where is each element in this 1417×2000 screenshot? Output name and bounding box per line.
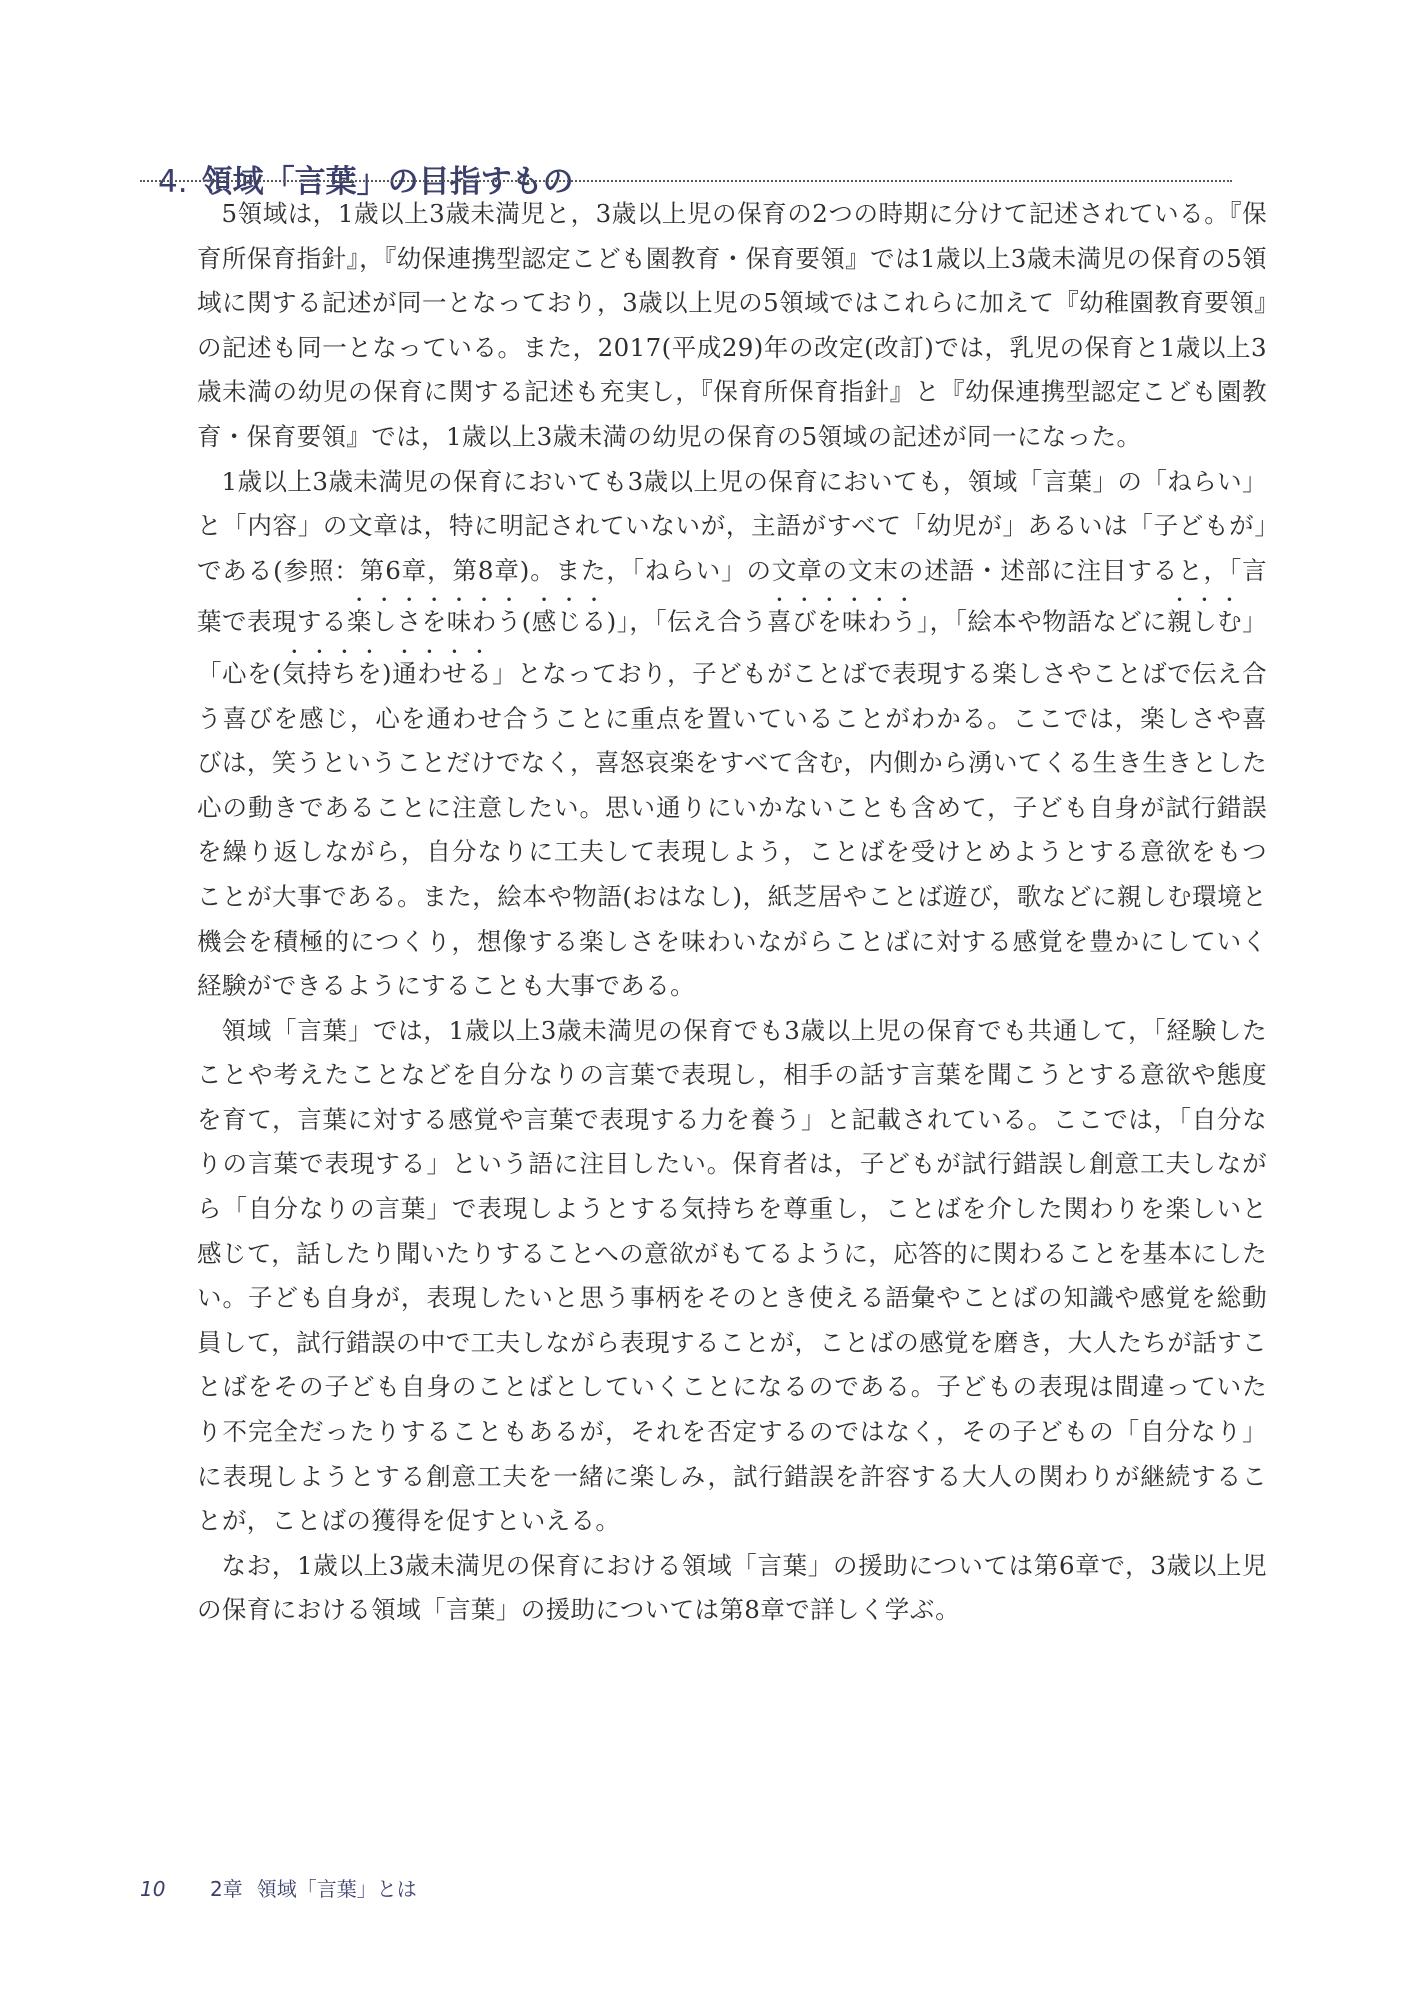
page-number: 10: [140, 1877, 166, 1901]
emphasized-phrase: (気持ちを)通わせる: [272, 658, 493, 688]
paragraph-text: なお，1歳以上3歳未満児の保育における領域「言葉」の援助については第6章で，3歳以上児の保育における領域「言葉」の援助については第8章で詳しく学ぶ。: [197, 1550, 1267, 1625]
paragraph-1: [197, 192, 1267, 460]
body-text: [197, 192, 1267, 1633]
paragraph-2: [197, 460, 1267, 1009]
chapter-number: 2章: [210, 1877, 243, 1901]
paragraph-text: 」，「伝え合う: [616, 607, 768, 637]
section-number: 4.: [158, 163, 188, 200]
paragraph-text: 」「心を: [197, 607, 1267, 688]
paragraph-3: [197, 1009, 1267, 1544]
emphasized-phrase: 喜びを味わう: [767, 607, 917, 637]
section-title: 領域「言葉」の目指すもの: [201, 163, 574, 200]
paragraph-text: 5領域は，1歳以上3歳未満児と，3歳以上児の保育の2つの時期に分けて記述されている。『保育所保育指針』，『幼保連携型認定こども園教育・保育要領』では1歳以上3歳未満児の保育の5領域に関する記述が同一となっており，3歳以上児の5領域ではこれらに加えて『幼稚園教育要領』の記述も同一となっている。また，2017(平成29)年の改定(改訂)では，乳児の保育と1歳以上3歳未満の幼児の保育に関する記述も充実し，『保育所保育指針』と『幼保連携型認定こども園教育・保育要領』では，1歳以上3歳未満の幼児の保育の5領域の記述が同一になった。: [197, 199, 1267, 451]
emphasized-phrase: 親しむ: [1167, 607, 1243, 637]
page-footer: [140, 1873, 417, 1903]
paragraph-text: 1歳以上3歳未満児の保育においても3歳以上児の保育においても，領域「言葉」の「ねらい」と「内容」の文章は，特に明記されていないが，主語がすべて「幼児が」あるいは「子どもが」である(参照：第6章，第8章)。また，「ねらい」の文章の文末の述語・述部に注目すると，「言葉で表現する: [197, 466, 1267, 637]
paragraph-text: 」，「絵本や物語などに: [916, 607, 1168, 637]
paragraph-4: [197, 1544, 1267, 1633]
emphasized-phrase: 楽しさを味わう(感じる): [346, 607, 617, 637]
paragraph-text: 」となっており，子どもがことばで表現する楽しさやことばで伝え合う喜びを感じ，心を通わせ合うことに重点を置いていることがわかる。ここでは，楽しさや喜びは，笑うということだけでなく，喜怒哀楽をすべて含む，内側から湧いてくる生き生きとした心の動きであることに注意したい。思い通りにいかないことも含めて，子ども自身が試行錯誤を繰り返しながら，自分なりに工夫して表現しよう，ことばを受けとめようとする意欲をもつことが大事である。また，絵本や物語(おはなし)，紙芝居やことば遊び，歌などに親しむ環境と機会を積極的につくり，想像する楽しさを味わいながらことばに対する感覚を豊かにしていく経験ができるようにすることも大事である。: [197, 658, 1267, 1001]
heading-dotted-rule: [140, 180, 1232, 182]
paragraph-text: 領域「言葉」では，1歳以上3歳未満児の保育でも3歳以上児の保育でも共通して，「経験したことや考えたことなどを自分なりの言葉で表現し，相手の話す言葉を聞こうとする意欲や態度を育て，言葉に対する感覚や言葉で表現する力を養う」と記載されている。ここでは，「自分なりの言葉で表現する」という語に注目したい。保育者は，子どもが試行錯誤し創意工夫しながら「自分なりの言葉」で表現しようとする気持ちを尊重し，ことばを介した関わりを楽しいと感じて，話したり聞いたりすることへの意欲がもてるように，応答的に関わることを基本にしたい。子ども自身が，表現したいと思う事柄をそのとき使える語彙やことばの知識や感覚を総動員して，試行錯誤の中で工夫しながら表現することが，ことばの感覚を磨き，大人たちが話すことばをその子ども自身のことばとしていくことになるのである。子どもの表現は間違っていたり不完全だったりすることもあるが，それを否定するのではなく，その子どもの「自分なり」に表現しようとする創意工夫を一緒に楽しみ，試行錯誤を許容する大人の関わりが継続することが，ことばの獲得を促すといえる。: [197, 1015, 1267, 1536]
chapter-title: 領域「言葉」とは: [256, 1877, 417, 1901]
